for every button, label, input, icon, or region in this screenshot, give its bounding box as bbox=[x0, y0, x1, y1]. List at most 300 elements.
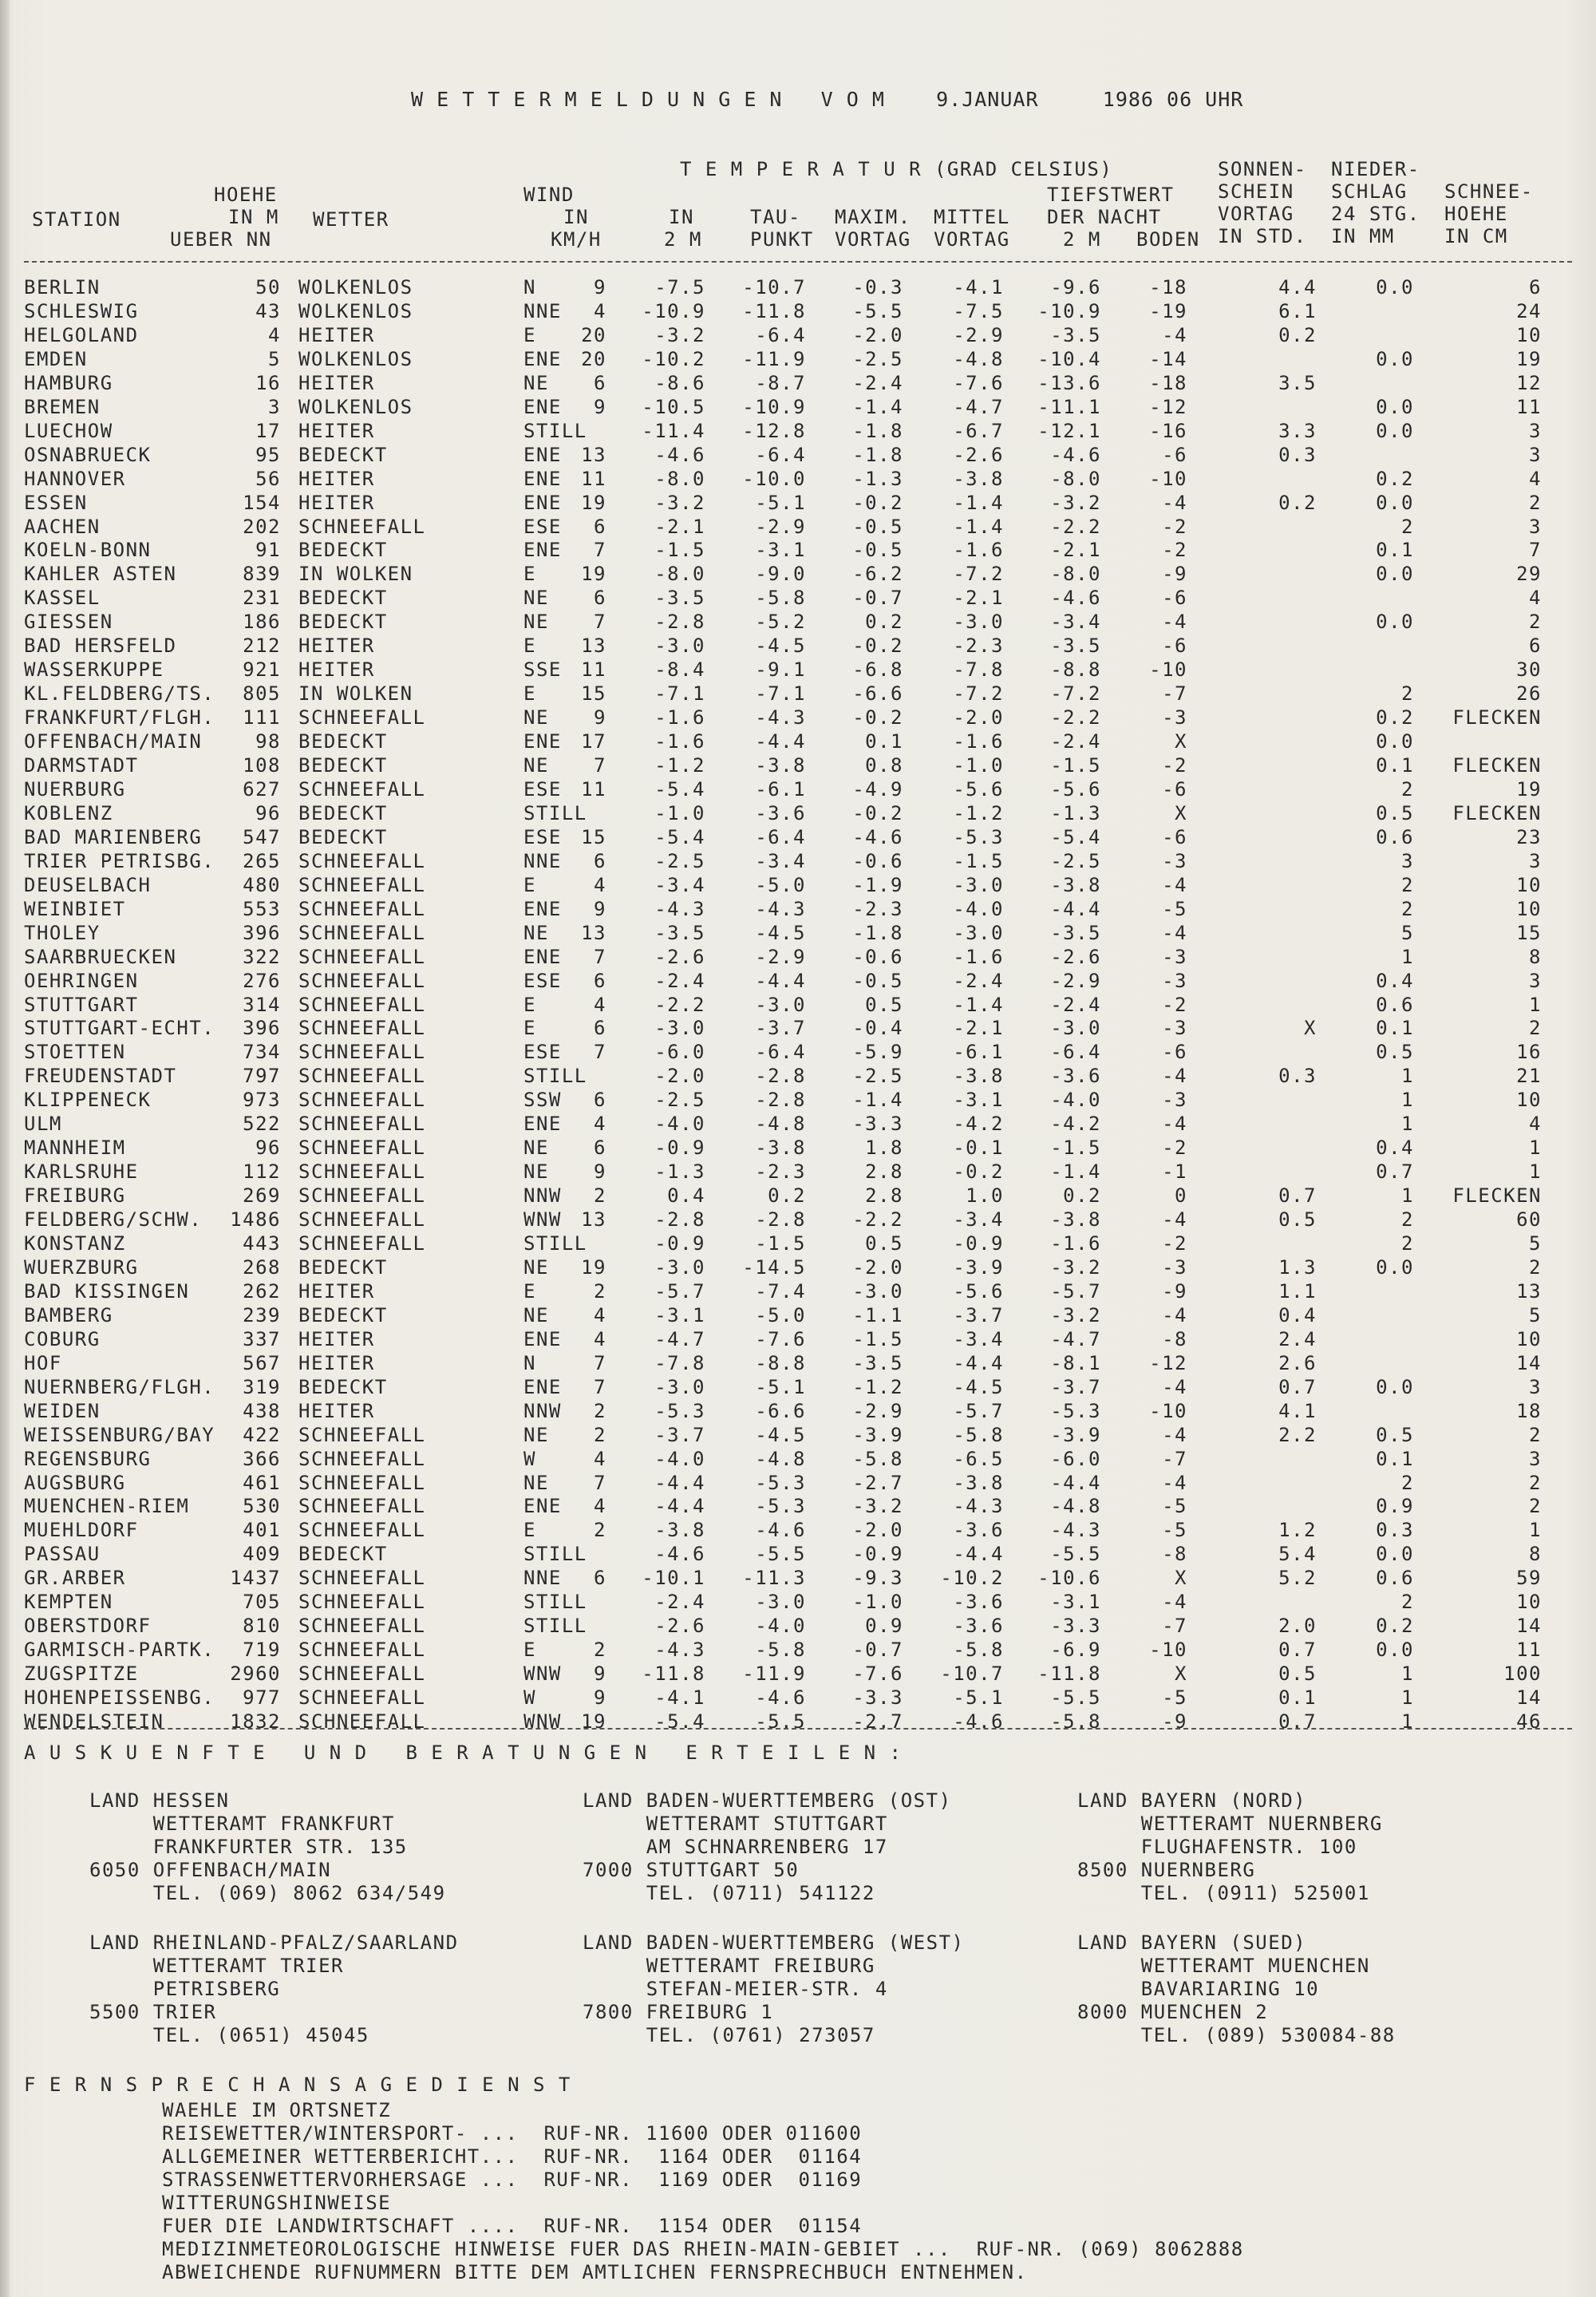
cell-niederschlag: 2 bbox=[1401, 1591, 1414, 1614]
cell-tief-boden: -3 bbox=[1162, 706, 1187, 729]
header-taupunkt-2: PUNKT bbox=[750, 228, 814, 251]
cell-sonnenschein: 3.5 bbox=[1278, 371, 1317, 394]
cell-wind-speed: 2 bbox=[594, 1279, 606, 1303]
cell-wind-speed: 9 bbox=[594, 395, 606, 418]
cell-niederschlag: 0.1 bbox=[1376, 1447, 1414, 1470]
cell-schneehoehe: 4 bbox=[1529, 1113, 1542, 1136]
cell-hoehe: 112 bbox=[243, 1160, 281, 1184]
cell-station: GIESSEN bbox=[24, 611, 113, 634]
cell-hoehe: 1832 bbox=[230, 1710, 281, 1733]
auskuenfte-heading: A U S K U E N F T E U N D B E R A T U N G E N E R T E I L E N : bbox=[24, 1742, 903, 1764]
table-row bbox=[0, 538, 1596, 562]
table-row bbox=[0, 1494, 1596, 1518]
table-row bbox=[0, 610, 1596, 634]
cell-wind-speed: 9 bbox=[594, 1160, 606, 1184]
cell-hoehe: 567 bbox=[243, 1351, 281, 1374]
cell-temp-2m: -5.3 bbox=[654, 1399, 705, 1422]
cell-wind-dir: STILL bbox=[523, 1543, 587, 1566]
cell-hoehe: 409 bbox=[243, 1543, 281, 1566]
cell-wind-dir: ENE bbox=[523, 347, 562, 370]
cell-station: OBERSTDORF bbox=[24, 1615, 152, 1638]
cell-hoehe: 2960 bbox=[230, 1662, 281, 1686]
table-row bbox=[0, 562, 1596, 586]
cell-wind-speed: 2 bbox=[594, 1639, 606, 1662]
cell-schneehoehe: 1 bbox=[1529, 1160, 1542, 1184]
cell-taupunkt: -10.7 bbox=[742, 276, 806, 298]
cell-tief-boden: -7 bbox=[1162, 1447, 1187, 1470]
cell-wind-dir: STILL bbox=[523, 1591, 587, 1614]
cell-tief-boden: X bbox=[1175, 730, 1187, 753]
cell-wind-speed: 13 bbox=[581, 921, 606, 944]
table-row bbox=[0, 993, 1596, 1017]
cell-mittel: -1.4 bbox=[953, 491, 1004, 514]
cell-wind-dir: ESE bbox=[523, 825, 562, 848]
cell-wind-dir: NE bbox=[523, 1160, 549, 1184]
cell-niederschlag: 2 bbox=[1401, 873, 1414, 896]
cell-niederschlag: 0.6 bbox=[1376, 993, 1414, 1016]
cell-temp-2m: -3.0 bbox=[654, 1255, 705, 1279]
cell-wind-dir: ESE bbox=[523, 777, 562, 801]
cell-tief-boden: -10 bbox=[1149, 1639, 1187, 1662]
cell-wind-dir: NNE bbox=[523, 299, 562, 322]
cell-tief-2m: -4.7 bbox=[1050, 1327, 1101, 1350]
table-row bbox=[0, 323, 1596, 347]
cell-temp-2m: -2.8 bbox=[654, 1208, 705, 1232]
header-hoehe-1: HOEHE bbox=[214, 184, 278, 206]
cell-maxim: -6.2 bbox=[852, 563, 903, 586]
header-nieder-1: NIEDER- bbox=[1331, 158, 1420, 180]
cell-wetter: HEITER bbox=[298, 1351, 375, 1374]
cell-tief-boden: -5 bbox=[1162, 897, 1187, 920]
cell-maxim: -0.5 bbox=[852, 539, 903, 562]
cell-schneehoehe: 6 bbox=[1529, 276, 1542, 298]
cell-hoehe: 921 bbox=[243, 658, 281, 682]
cell-maxim: -2.0 bbox=[852, 1519, 903, 1542]
cell-sonnenschein: X bbox=[1304, 1017, 1317, 1040]
cell-wetter: SCHNEEFALL bbox=[298, 1137, 426, 1160]
cell-niederschlag: 1 bbox=[1401, 1710, 1414, 1733]
cell-tief-boden: -4 bbox=[1162, 921, 1187, 944]
cell-schneehoehe: 7 bbox=[1529, 539, 1542, 562]
cell-maxim: -4.6 bbox=[852, 825, 903, 848]
table-row bbox=[0, 467, 1596, 491]
cell-tief-2m: -6.4 bbox=[1050, 1041, 1101, 1064]
cell-station: EMDEN bbox=[24, 347, 88, 370]
cell-maxim: 2.8 bbox=[865, 1160, 903, 1184]
cell-schneehoehe: 8 bbox=[1529, 945, 1542, 968]
header-divider bbox=[24, 261, 1572, 263]
cell-tief-2m: -6.9 bbox=[1050, 1639, 1101, 1662]
cell-wind-speed: 20 bbox=[581, 323, 606, 346]
cell-mittel: -3.0 bbox=[953, 921, 1004, 944]
cell-tief-2m: -2.4 bbox=[1050, 730, 1101, 753]
cell-maxim: -3.3 bbox=[852, 1113, 903, 1136]
table-row bbox=[0, 1471, 1596, 1495]
cell-tief-boden: -10 bbox=[1149, 1399, 1187, 1422]
cell-sonnenschein: 1.3 bbox=[1278, 1255, 1317, 1279]
office-land: LAND HESSEN bbox=[89, 1789, 230, 1812]
cell-tief-2m: -3.7 bbox=[1050, 1375, 1101, 1398]
cell-wind-dir: STILL bbox=[523, 801, 587, 824]
cell-mittel: -2.0 bbox=[953, 706, 1004, 729]
cell-taupunkt: -14.5 bbox=[742, 1255, 806, 1279]
cell-taupunkt: -3.7 bbox=[755, 1017, 806, 1040]
cell-temp-2m: -2.0 bbox=[654, 1065, 705, 1088]
cell-maxim: -1.9 bbox=[852, 873, 903, 896]
cell-wetter: SCHNEEFALL bbox=[298, 921, 426, 944]
cell-hoehe: 810 bbox=[243, 1615, 281, 1638]
cell-wind-dir: ENE bbox=[523, 1113, 562, 1136]
header-sonnen-3: VORTAG bbox=[1218, 203, 1294, 225]
cell-tief-2m: -3.2 bbox=[1050, 1303, 1101, 1326]
table-row bbox=[0, 1686, 1596, 1710]
cell-wind-speed: 2 bbox=[594, 1399, 606, 1422]
cell-tief-boden: -3 bbox=[1162, 1089, 1187, 1112]
cell-wind-dir: E bbox=[523, 1279, 536, 1303]
cell-mittel: -4.7 bbox=[953, 395, 1004, 418]
cell-tief-boden: -6 bbox=[1162, 825, 1187, 848]
cell-tief-boden: -18 bbox=[1149, 276, 1187, 298]
cell-tief-2m: -8.1 bbox=[1050, 1351, 1101, 1374]
cell-hoehe: 627 bbox=[243, 777, 281, 801]
cell-mittel: -5.8 bbox=[953, 1423, 1004, 1446]
cell-mittel: -3.7 bbox=[953, 1303, 1004, 1326]
cell-wetter: HEITER bbox=[298, 371, 375, 394]
table-row bbox=[0, 395, 1596, 419]
table-row bbox=[0, 491, 1596, 515]
cell-wind-speed: 4 bbox=[594, 1113, 606, 1136]
office-line: 8500 NUERNBERG bbox=[1077, 1859, 1256, 1881]
table-row bbox=[0, 586, 1596, 610]
cell-maxim: -2.2 bbox=[852, 1208, 903, 1232]
cell-wind-dir: NNE bbox=[523, 849, 562, 872]
cell-temp-2m: -7.1 bbox=[654, 682, 705, 706]
cell-wind-speed: 4 bbox=[594, 1495, 606, 1518]
cell-station: KONSTANZ bbox=[24, 1232, 126, 1255]
cell-wetter: SCHNEEFALL bbox=[298, 1423, 426, 1446]
cell-wind-dir: E bbox=[523, 993, 536, 1016]
cell-wetter: SCHNEEFALL bbox=[298, 945, 426, 968]
cell-station: BAD KISSINGEN bbox=[24, 1279, 190, 1303]
cell-maxim: -0.2 bbox=[852, 491, 903, 514]
header-nieder-3: 24 STG. bbox=[1331, 203, 1420, 225]
cell-hoehe: 56 bbox=[255, 467, 281, 490]
cell-station: MANNHEIM bbox=[24, 1137, 126, 1160]
cell-wind-speed: 13 bbox=[581, 635, 606, 658]
cell-schneehoehe: 11 bbox=[1516, 1639, 1542, 1662]
cell-tief-2m: -3.1 bbox=[1050, 1591, 1101, 1614]
cell-mittel: -1.0 bbox=[953, 754, 1004, 777]
table-row bbox=[0, 347, 1596, 371]
cell-tief-boden: -19 bbox=[1149, 299, 1187, 322]
cell-station: BAMBERG bbox=[24, 1303, 113, 1326]
cell-temp-2m: -10.1 bbox=[642, 1567, 705, 1590]
cell-temp-2m: -0.9 bbox=[654, 1232, 705, 1255]
cell-station: HOF bbox=[24, 1351, 62, 1374]
cell-mittel: -5.3 bbox=[953, 825, 1004, 848]
cell-wetter: SCHNEEFALL bbox=[298, 1065, 426, 1088]
cell-mittel: -2.9 bbox=[953, 323, 1004, 346]
cell-wetter: SCHNEEFALL bbox=[298, 515, 426, 538]
cell-hoehe: 401 bbox=[243, 1519, 281, 1542]
cell-maxim: 0.5 bbox=[865, 1232, 903, 1255]
table-row bbox=[0, 275, 1596, 299]
cell-mittel: -4.5 bbox=[953, 1375, 1004, 1398]
cell-tief-boden: -10 bbox=[1149, 658, 1187, 682]
cell-station: NUERNBERG/FLGH. bbox=[24, 1375, 215, 1398]
cell-hoehe: 154 bbox=[243, 491, 281, 514]
office-line: WETTERAMT MUENCHEN bbox=[1077, 1955, 1370, 1977]
cell-mittel: -1.6 bbox=[953, 945, 1004, 968]
cell-wind-speed: 4 bbox=[594, 1327, 606, 1350]
cell-schneehoehe: 3 bbox=[1529, 849, 1542, 872]
cell-schneehoehe: 11 bbox=[1516, 395, 1542, 418]
cell-tief-boden: -2 bbox=[1162, 1137, 1187, 1160]
table-row bbox=[0, 1423, 1596, 1447]
cell-mittel: -5.6 bbox=[953, 1279, 1004, 1303]
table-row bbox=[0, 897, 1596, 921]
cell-taupunkt: -9.0 bbox=[755, 563, 806, 586]
cell-sonnenschein: 1.1 bbox=[1278, 1279, 1317, 1303]
cell-sonnenschein: 0.4 bbox=[1278, 1303, 1317, 1326]
cell-taupunkt: -4.4 bbox=[755, 969, 806, 992]
cell-mittel: -5.1 bbox=[953, 1686, 1004, 1710]
header-sonnen-2: SCHEIN bbox=[1218, 180, 1294, 203]
cell-wind-dir: ENE bbox=[523, 395, 562, 418]
cell-mittel: -3.6 bbox=[953, 1615, 1004, 1638]
cell-wind-dir: NE bbox=[523, 1423, 549, 1446]
cell-tief-2m: -3.8 bbox=[1050, 1208, 1101, 1232]
cell-schneehoehe: 5 bbox=[1529, 1232, 1542, 1255]
cell-schneehoehe: 3 bbox=[1529, 419, 1542, 442]
cell-wind-dir: NNW bbox=[523, 1184, 562, 1208]
cell-tief-boden: -6 bbox=[1162, 777, 1187, 801]
cell-mittel: -4.8 bbox=[953, 347, 1004, 370]
cell-wind-speed: 9 bbox=[594, 1686, 606, 1710]
cell-station: WEISSENBURG/BAY bbox=[24, 1423, 215, 1446]
cell-tief-boden: -16 bbox=[1149, 419, 1187, 442]
cell-wetter: SCHNEEFALL bbox=[298, 1208, 426, 1232]
cell-tief-boden: -4 bbox=[1162, 1303, 1187, 1326]
cell-taupunkt: -6.6 bbox=[755, 1399, 806, 1422]
cell-wind-dir: ENE bbox=[523, 897, 562, 920]
cell-tief-2m: -4.6 bbox=[1050, 587, 1101, 610]
cell-taupunkt: -6.4 bbox=[755, 1041, 806, 1064]
cell-wetter: SCHNEEFALL bbox=[298, 873, 426, 896]
cell-mittel: -4.6 bbox=[953, 1710, 1004, 1733]
cell-taupunkt: -4.3 bbox=[755, 706, 806, 729]
cell-maxim: -2.9 bbox=[852, 1399, 903, 1422]
cell-wind-speed: 11 bbox=[581, 777, 606, 801]
cell-schneehoehe: 13 bbox=[1516, 1279, 1542, 1303]
cell-wind-dir: NE bbox=[523, 921, 549, 944]
cell-wind-speed: 7 bbox=[594, 1471, 606, 1494]
cell-mittel: -3.8 bbox=[953, 1471, 1004, 1494]
cell-wetter: BEDECKT bbox=[298, 825, 388, 848]
cell-maxim: -2.7 bbox=[852, 1471, 903, 1494]
cell-niederschlag: 5 bbox=[1401, 921, 1414, 944]
cell-schneehoehe: 2 bbox=[1529, 491, 1542, 514]
cell-schneehoehe: 14 bbox=[1516, 1615, 1542, 1638]
cell-station: GR.ARBER bbox=[24, 1567, 126, 1590]
cell-maxim: -2.7 bbox=[852, 1710, 903, 1733]
cell-temp-2m: -2.5 bbox=[654, 1089, 705, 1112]
table-row bbox=[0, 299, 1596, 323]
cell-tief-2m: -7.2 bbox=[1050, 682, 1101, 706]
cell-mittel: -3.1 bbox=[953, 1089, 1004, 1112]
cell-mittel: -4.4 bbox=[953, 1543, 1004, 1566]
cell-temp-2m: -4.4 bbox=[654, 1495, 705, 1518]
cell-maxim: -1.4 bbox=[852, 1089, 903, 1112]
cell-mittel: -7.2 bbox=[953, 563, 1004, 586]
cell-wind-speed: 15 bbox=[581, 682, 606, 706]
header-hoehe-3: UEBER NN bbox=[170, 228, 272, 251]
cell-mittel: -2.3 bbox=[953, 635, 1004, 658]
table-row bbox=[0, 1232, 1596, 1255]
cell-hoehe: 337 bbox=[243, 1327, 281, 1350]
cell-hoehe: 530 bbox=[243, 1495, 281, 1518]
cell-mittel: -7.5 bbox=[953, 299, 1004, 322]
cell-wind-speed: 6 bbox=[594, 1017, 606, 1040]
cell-station: BERLIN bbox=[24, 276, 101, 298]
cell-maxim: -0.3 bbox=[852, 276, 903, 298]
cell-tief-2m: -4.3 bbox=[1050, 1519, 1101, 1542]
office-line: FLUGHAFENSTR. 100 bbox=[1077, 1836, 1357, 1858]
cell-station: OFFENBACH/MAIN bbox=[24, 730, 203, 753]
cell-tief-2m: -3.9 bbox=[1050, 1423, 1101, 1446]
cell-wind-speed: 19 bbox=[581, 563, 606, 586]
header-mittel-1: MITTEL bbox=[934, 206, 1010, 228]
cell-schneehoehe: 10 bbox=[1516, 1591, 1542, 1614]
table-row bbox=[0, 921, 1596, 945]
office-line: 7000 STUTTGART 50 bbox=[583, 1859, 800, 1881]
cell-schneehoehe: 26 bbox=[1516, 682, 1542, 706]
cell-wind-dir: ENE bbox=[523, 1495, 562, 1518]
cell-wind-dir: ENE bbox=[523, 730, 562, 753]
cell-maxim: -2.0 bbox=[852, 1255, 903, 1279]
cell-wetter: HEITER bbox=[298, 658, 375, 682]
cell-sonnenschein: 2.0 bbox=[1278, 1615, 1317, 1638]
cell-taupunkt: -2.9 bbox=[755, 945, 806, 968]
cell-wind-speed: 7 bbox=[594, 539, 606, 562]
cell-niederschlag: 2 bbox=[1401, 1471, 1414, 1494]
cell-sonnenschein: 4.1 bbox=[1278, 1399, 1317, 1422]
cell-taupunkt: -6.4 bbox=[755, 825, 806, 848]
cell-mittel: -1.4 bbox=[953, 993, 1004, 1016]
cell-temp-2m: -3.7 bbox=[654, 1423, 705, 1446]
cell-taupunkt: -3.8 bbox=[755, 754, 806, 777]
cell-wetter: BEDECKT bbox=[298, 443, 388, 466]
cell-maxim: -0.2 bbox=[852, 706, 903, 729]
cell-tief-boden: -4 bbox=[1162, 1065, 1187, 1088]
cell-hoehe: 5 bbox=[268, 347, 281, 370]
cell-wetter: WOLKENLOS bbox=[298, 276, 413, 298]
cell-sonnenschein: 0.7 bbox=[1278, 1639, 1317, 1662]
cell-sonnenschein: 0.7 bbox=[1278, 1375, 1317, 1398]
cell-maxim: -0.4 bbox=[852, 1017, 903, 1040]
header-nieder-2: SCHLAG bbox=[1331, 180, 1408, 203]
table-row bbox=[0, 1375, 1596, 1399]
cell-hoehe: 422 bbox=[243, 1423, 281, 1446]
cell-station: HANNOVER bbox=[24, 467, 126, 490]
cell-taupunkt: -2.3 bbox=[755, 1160, 806, 1184]
cell-temp-2m: -3.1 bbox=[654, 1303, 705, 1326]
cell-wetter: HEITER bbox=[298, 1327, 375, 1350]
table-row bbox=[0, 1327, 1596, 1351]
cell-taupunkt: -5.3 bbox=[755, 1471, 806, 1494]
table-row bbox=[0, 1088, 1596, 1112]
table-row bbox=[0, 1542, 1596, 1566]
cell-wind-dir: NNE bbox=[523, 1567, 562, 1590]
header-in2m-1: IN bbox=[669, 206, 694, 228]
cell-maxim: -0.5 bbox=[852, 515, 903, 538]
cell-niederschlag: 2 bbox=[1401, 897, 1414, 920]
cell-hoehe: 553 bbox=[243, 897, 281, 920]
cell-sonnenschein: 2.6 bbox=[1278, 1351, 1317, 1374]
cell-niederschlag: 0.0 bbox=[1376, 395, 1414, 418]
cell-hoehe: 276 bbox=[243, 969, 281, 992]
cell-taupunkt: -4.5 bbox=[755, 921, 806, 944]
cell-station: DEUSELBACH bbox=[24, 873, 152, 896]
cell-sonnenschein: 0.7 bbox=[1278, 1710, 1317, 1733]
cell-wind-speed: 4 bbox=[594, 299, 606, 322]
cell-hoehe: 16 bbox=[255, 371, 281, 394]
cell-hoehe: 50 bbox=[255, 276, 281, 298]
table-row bbox=[0, 945, 1596, 969]
cell-station: WEIDEN bbox=[24, 1399, 101, 1422]
cell-wind-dir: STILL bbox=[523, 1615, 587, 1638]
cell-maxim: 1.8 bbox=[865, 1137, 903, 1160]
cell-sonnenschein: 0.1 bbox=[1278, 1686, 1317, 1710]
cell-station: ESSEN bbox=[24, 491, 88, 514]
cell-niederschlag: 0.5 bbox=[1376, 801, 1414, 824]
cell-taupunkt: -4.5 bbox=[755, 635, 806, 658]
fernsprech-line: FUER DIE LANDWIRTSCHAFT .... RUF-NR. 1154 ODER 01154 bbox=[162, 2215, 863, 2237]
header-schnee-3: IN CM bbox=[1444, 225, 1508, 247]
cell-tief-2m: -4.0 bbox=[1050, 1089, 1101, 1112]
cell-taupunkt: -5.0 bbox=[755, 1303, 806, 1326]
header-sonnen-4: IN STD. bbox=[1218, 225, 1307, 247]
cell-mittel: -0.1 bbox=[953, 1137, 1004, 1160]
cell-mittel: -4.0 bbox=[953, 897, 1004, 920]
cell-wetter: WOLKENLOS bbox=[298, 395, 413, 418]
table-row bbox=[0, 1064, 1596, 1088]
cell-mittel: -1.2 bbox=[953, 801, 1004, 824]
cell-wetter: SCHNEEFALL bbox=[298, 993, 426, 1016]
cell-schneehoehe: 10 bbox=[1516, 1327, 1542, 1350]
cell-station: NUERBURG bbox=[24, 777, 126, 801]
table-row bbox=[0, 969, 1596, 993]
cell-sonnenschein: 4.4 bbox=[1278, 276, 1317, 298]
cell-wetter: BEDECKT bbox=[298, 1255, 388, 1279]
cell-hoehe: 797 bbox=[243, 1065, 281, 1088]
cell-schneehoehe: 29 bbox=[1516, 563, 1542, 586]
cell-station: FREUDENSTADT bbox=[24, 1065, 177, 1088]
cell-temp-2m: -4.3 bbox=[654, 1639, 705, 1662]
cell-maxim: -7.6 bbox=[852, 1662, 903, 1686]
cell-hoehe: 314 bbox=[243, 993, 281, 1016]
cell-station: KASSEL bbox=[24, 587, 101, 610]
table-row bbox=[0, 1351, 1596, 1375]
cell-tief-2m: -3.2 bbox=[1050, 1255, 1101, 1279]
cell-temp-2m: -4.6 bbox=[654, 443, 705, 466]
cell-taupunkt: -3.0 bbox=[755, 1591, 806, 1614]
cell-wetter: HEITER bbox=[298, 323, 375, 346]
cell-niederschlag: 0.7 bbox=[1376, 1160, 1414, 1184]
fernsprech-line: MEDIZINMETEOROLOGISCHE HINWEISE FUER DAS RHEIN-MAIN-GEBIET ... RUF-NR. (069) 8062888 bbox=[162, 2238, 1244, 2260]
cell-taupunkt: -4.4 bbox=[755, 730, 806, 753]
cell-wind-dir: WNW bbox=[523, 1208, 562, 1232]
